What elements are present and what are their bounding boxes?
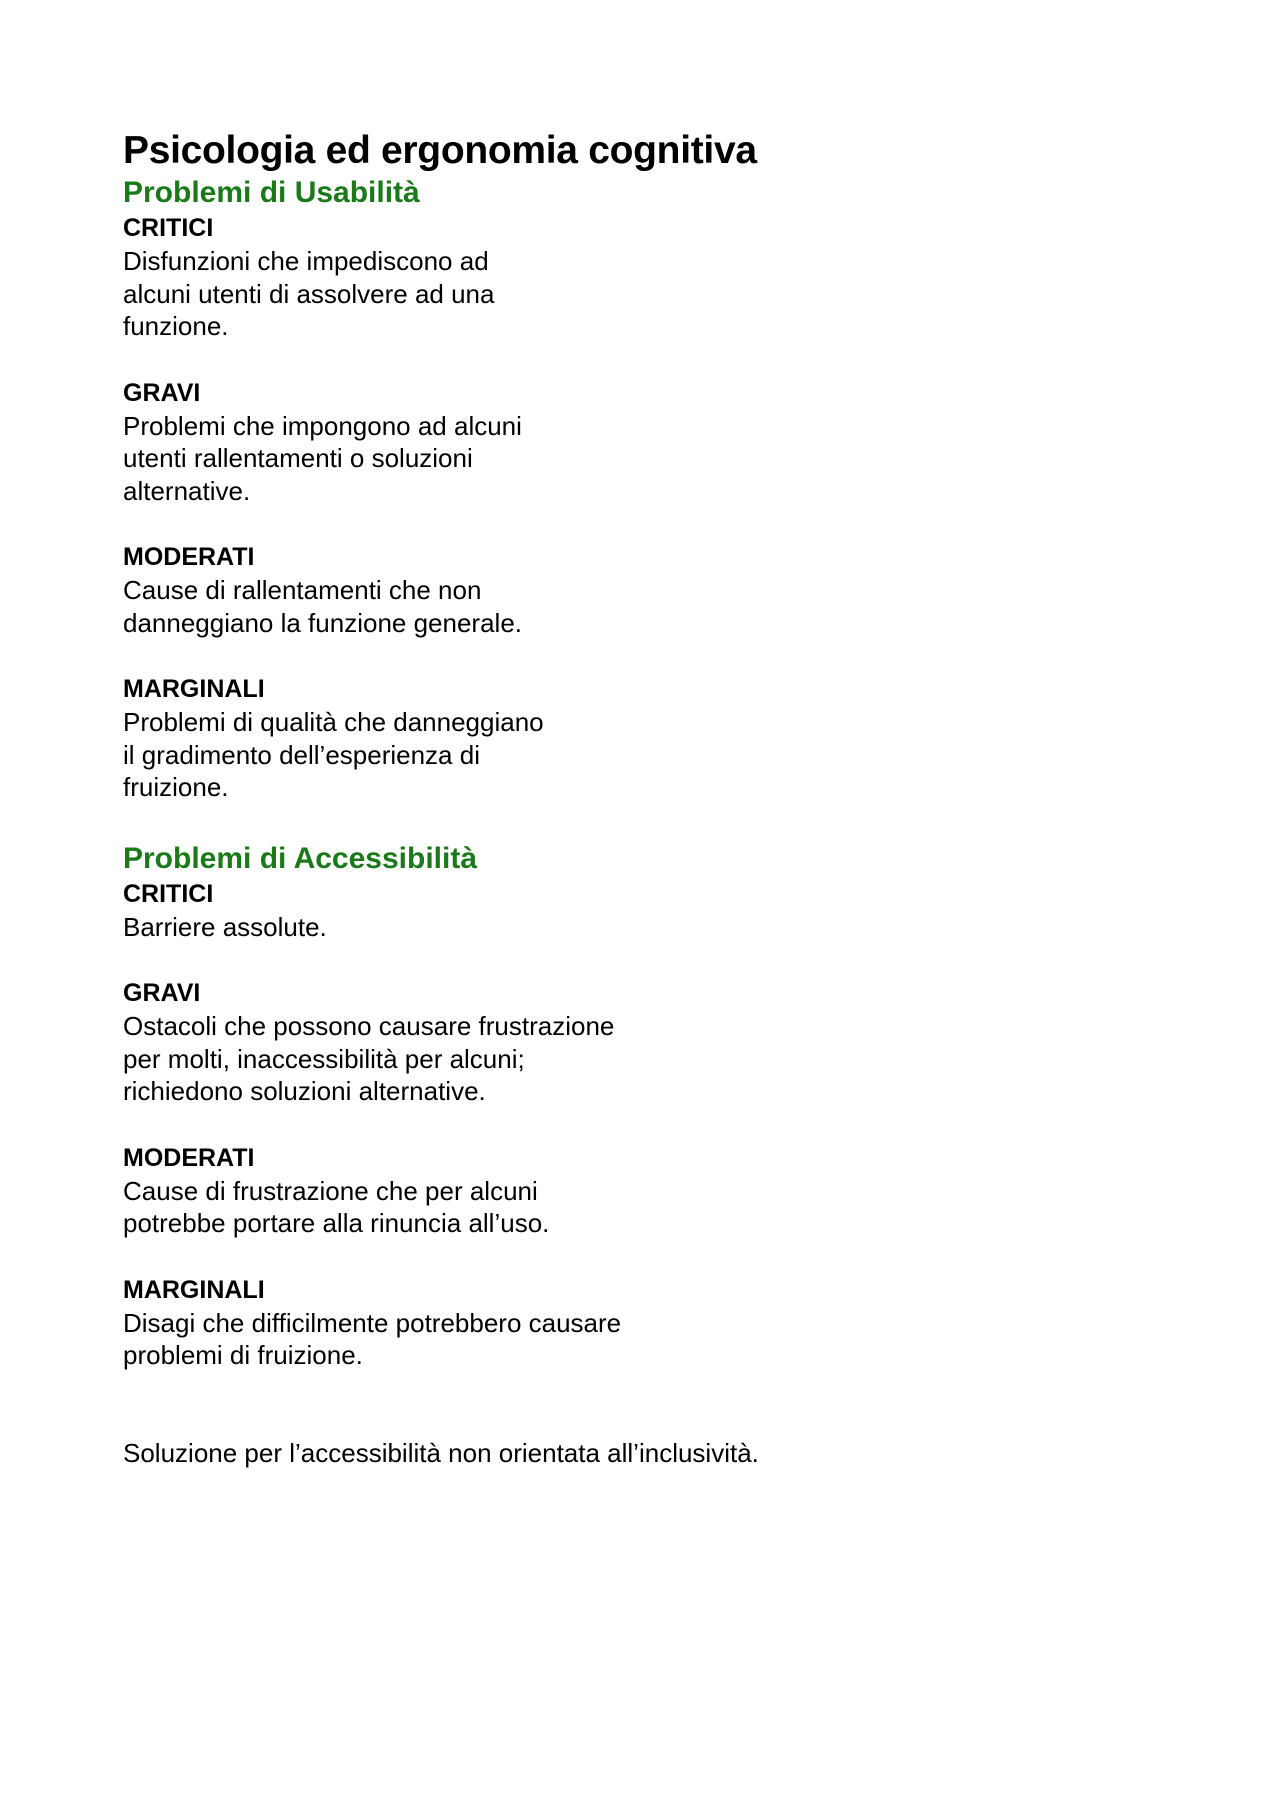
- usability-level-moderati: [123, 541, 1123, 639]
- usability-level-gravi: [123, 377, 1123, 508]
- level-description: Problemi di qualità che danneggiano il gradimento dell’esperienza di fruizione.: [123, 707, 544, 802]
- level-description: Ostacoli che possono causare frustrazione per molti, inaccessibilità per alcuni; richiedono soluzioni alternative.: [123, 1011, 615, 1106]
- level-label: CRITICI: [123, 214, 214, 242]
- level-description: Cause di rallentamenti che non danneggiano la funzione generale.: [123, 575, 523, 638]
- level-description: Barriere assolute.: [123, 911, 327, 942]
- accessibility-section: [123, 840, 1123, 1372]
- document-page: [123, 128, 1123, 1469]
- level-description: Cause di frustrazione che per alcuni potrebbe portare alla rinuncia all’uso.: [123, 1175, 550, 1238]
- accessibility-level-marginali: [123, 1274, 1123, 1372]
- usability-level-critici: [123, 212, 1123, 343]
- usability-level-marginali: [123, 673, 1123, 804]
- level-description: Disagi che difficilmente potrebbero causare problemi di fruizione.: [123, 1307, 622, 1370]
- level-label: GRAVI: [123, 979, 201, 1007]
- usability-heading: Problemi di Usabilità: [123, 176, 420, 209]
- level-label: MODERATI: [123, 1143, 255, 1172]
- footer-note: Soluzione per l’accessibilità non orientata all’inclusività.: [123, 1437, 759, 1468]
- level-label: GRAVI: [123, 378, 201, 407]
- document-title: Psicologia ed ergonomia cognitiva: [123, 129, 757, 172]
- level-label: MARGINALI: [123, 1275, 265, 1304]
- accessibility-level-critici: [123, 878, 1123, 944]
- level-label: MODERATI: [123, 543, 255, 571]
- accessibility-level-gravi: [123, 977, 1123, 1108]
- usability-section: [123, 174, 1123, 804]
- accessibility-level-moderati: [123, 1142, 1123, 1240]
- level-description: Disfunzioni che impediscono ad alcuni utenti di assolvere ad una funzione.: [123, 246, 495, 341]
- level-label: CRITICI: [123, 879, 214, 908]
- accessibility-heading: Problemi di Accessibilità: [123, 841, 478, 875]
- level-description: Problemi che impongono ad alcuni utenti rallentamenti o soluzioni alternative.: [123, 410, 522, 506]
- level-label: MARGINALI: [123, 675, 265, 703]
